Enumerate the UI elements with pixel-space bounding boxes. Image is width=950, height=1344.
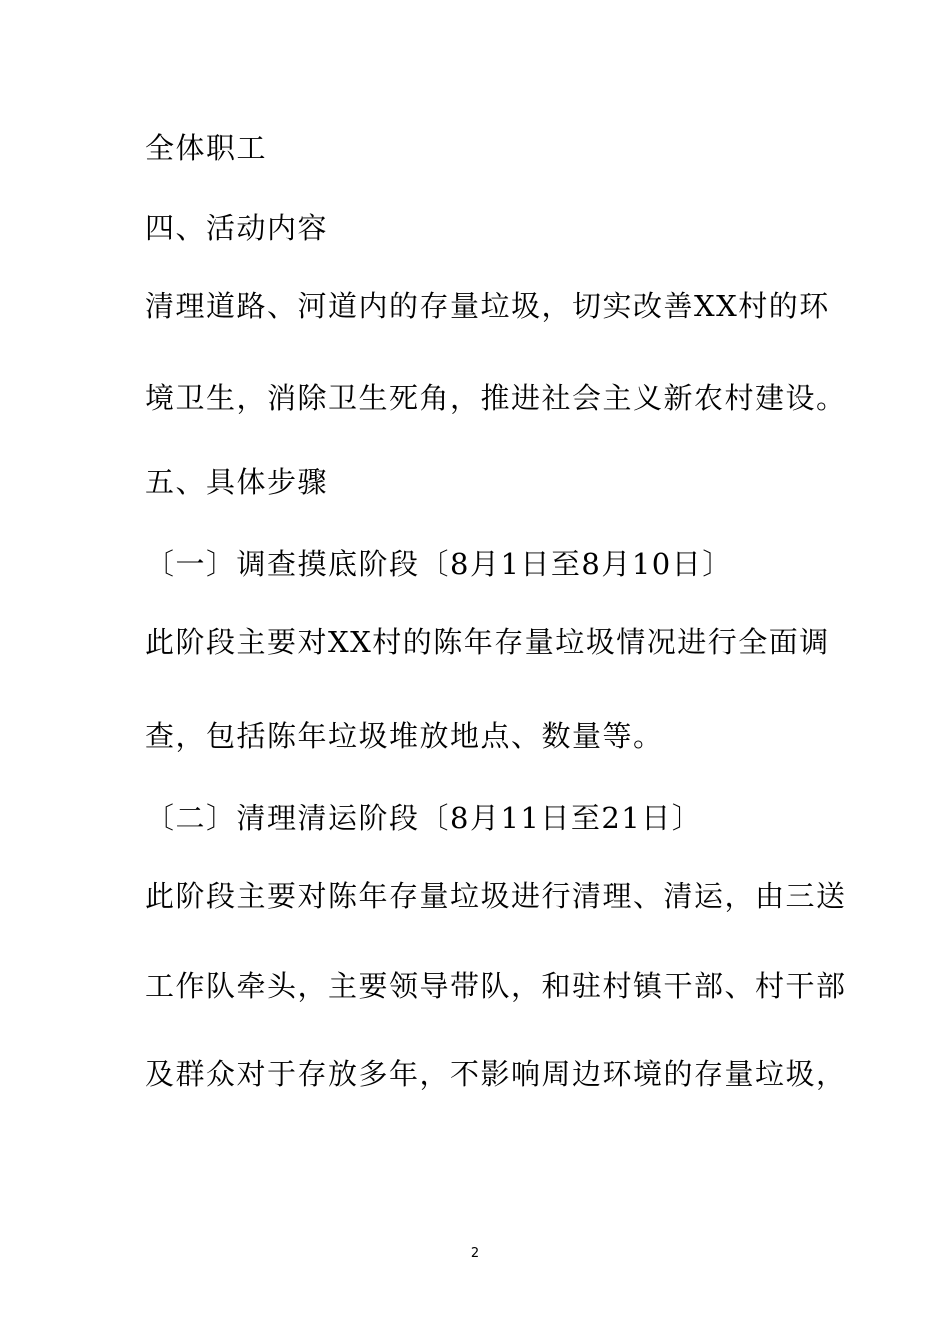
section-heading: 五、具体步骤 [145, 465, 329, 499]
text-line: 此阶段主要对XX村的陈年存量垃圾情况进行全面调 [145, 625, 830, 659]
text-line: 此阶段主要对陈年存量垃圾进行清理、清运，由三送 [145, 879, 847, 913]
text-line: 工作队牵头，主要领导带队，和驻村镇干部、村干部 [145, 969, 847, 1003]
text-line: 清理道路、河道内的存量垃圾，切实改善XX村的环 [145, 289, 830, 323]
text-line: 查，包括陈年垃圾堆放地点、数量等。 [145, 719, 664, 753]
text-line: 全体职工 [145, 131, 268, 165]
section-heading: 四、活动内容 [145, 211, 329, 245]
text-line: 境卫生，消除卫生死角，推进社会主义新农村建设。 [145, 381, 847, 415]
text-line: 及群众对于存放多年，不影响周边环境的存量垃圾， [145, 1057, 847, 1091]
subsection-heading: 〔一〕调查摸底阶段〔8月1日至8月10日〕 [145, 547, 733, 581]
page-number: 2 [470, 1246, 480, 1261]
subsection-heading: 〔二〕清理清运阶段〔8月11日至21日〕 [145, 801, 703, 835]
